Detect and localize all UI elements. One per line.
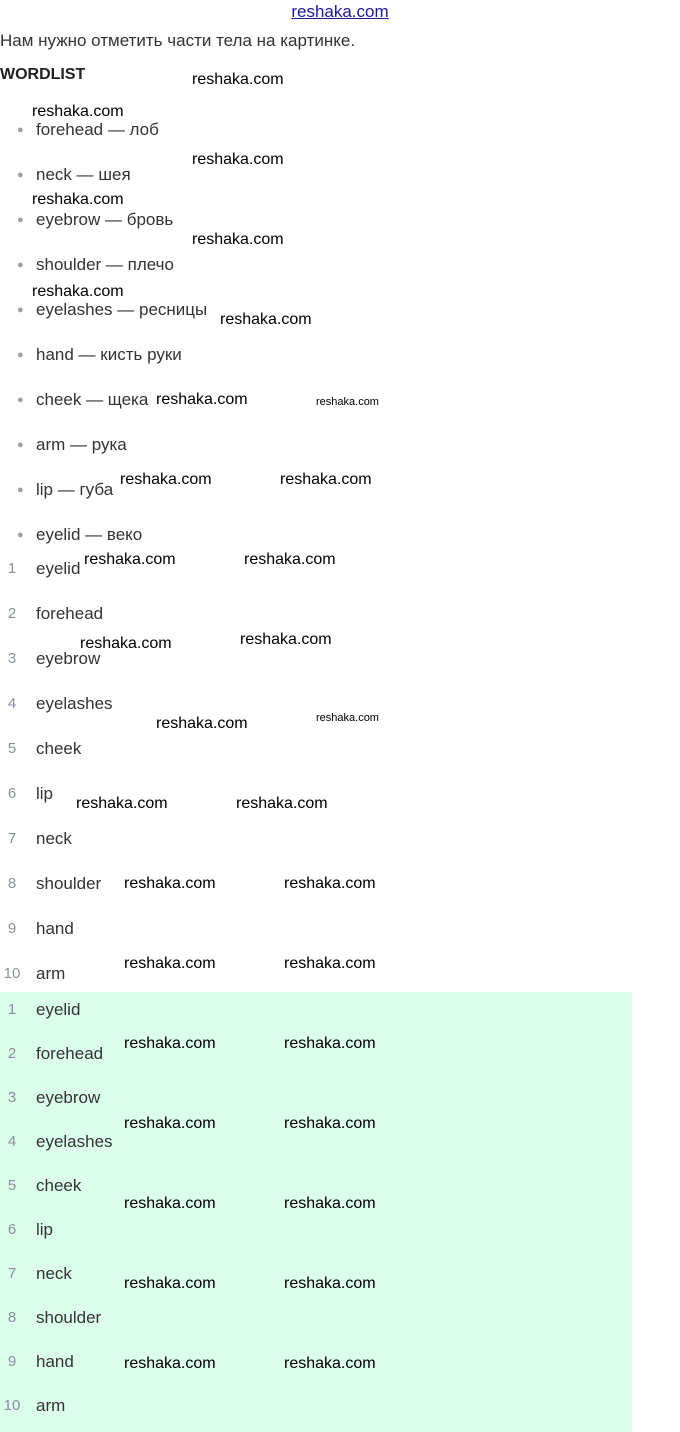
item-number: 7 [7, 1265, 17, 1282]
item-number: 7 [7, 830, 17, 847]
bullet-icon: ● [17, 394, 24, 406]
item-number: 5 [7, 740, 17, 757]
watermark: reshaka.com [124, 1115, 216, 1132]
watermark: reshaka.com [284, 875, 376, 892]
item-number: 4 [7, 1133, 17, 1150]
list-item-text: lip [36, 1220, 54, 1239]
list-item-text: hand — кисть руки [36, 345, 182, 364]
list-item-text: eyelashes [36, 694, 113, 713]
list-item [0, 1212, 632, 1256]
watermark: reshaka.com [32, 283, 124, 300]
item-number: 6 [7, 1221, 17, 1238]
watermark: reshaka.com [284, 1115, 376, 1132]
list-item-text: arm [36, 1396, 66, 1415]
list-item-text: shoulder [36, 874, 102, 893]
watermark: reshaka.com [236, 795, 328, 812]
item-number: 6 [7, 785, 17, 802]
list-item [0, 992, 632, 1036]
list-item-text: shoulder — плечо [36, 255, 174, 274]
item-number: 5 [7, 1177, 17, 1194]
watermark: reshaka.com [32, 191, 124, 208]
site-link[interactable]: reshaka.com [291, 2, 389, 21]
list-item-text: cheek [36, 1176, 82, 1195]
list-item-text: cheek — щека [36, 390, 149, 409]
watermark: reshaka.com [124, 875, 216, 892]
watermark: reshaka.com [124, 1195, 216, 1212]
item-number: 8 [7, 1309, 17, 1326]
item-number: 10 [3, 1397, 21, 1414]
watermark: reshaka.com [192, 231, 284, 248]
list-item-text: lip [36, 784, 54, 803]
watermark: reshaka.com [284, 1195, 376, 1212]
watermark: reshaka.com [156, 391, 248, 408]
list-item-text: lip — губа [36, 480, 114, 499]
bullet-icon: ● [17, 439, 24, 451]
item-number: 8 [7, 875, 17, 892]
list-item [0, 1300, 632, 1344]
item-number: 10 [3, 965, 21, 982]
list-item-text: eyelashes — ресницы [36, 300, 208, 319]
list-item-text: eyelid — веко [36, 525, 143, 544]
watermark: reshaka.com [120, 471, 212, 488]
list-item-text: eyelashes [36, 1132, 113, 1151]
watermark: reshaka.com [124, 1035, 216, 1052]
list-item-text: forehead [36, 1044, 104, 1063]
list-item-text: neck [36, 829, 72, 848]
list-item-text: eyebrow [36, 649, 101, 668]
list-item-text: hand [36, 1352, 74, 1371]
watermark: reshaka.com [316, 396, 379, 408]
watermark: reshaka.com [156, 715, 248, 732]
watermark: reshaka.com [284, 1355, 376, 1372]
watermark: reshaka.com [316, 712, 379, 724]
watermark: reshaka.com [240, 631, 332, 648]
watermark: reshaka.com [124, 1275, 216, 1292]
bullet-icon: ● [17, 529, 24, 541]
watermark: reshaka.com [124, 1355, 216, 1372]
bullet-icon: ● [17, 304, 24, 316]
bullet-icon: ● [17, 259, 24, 271]
item-number: 3 [7, 650, 17, 667]
item-number: 1 [7, 1001, 17, 1018]
list-item-text: eyebrow [36, 1088, 101, 1107]
list-item-text: hand [36, 919, 74, 938]
bullet-icon: ● [17, 484, 24, 496]
watermark: reshaka.com [220, 311, 312, 328]
watermark: reshaka.com [84, 551, 176, 568]
watermark: reshaka.com [284, 1035, 376, 1052]
bullet-icon: ● [17, 349, 24, 361]
item-number: 9 [7, 1353, 17, 1370]
bullet-icon: ● [17, 214, 24, 226]
list-item-text: neck [36, 1264, 72, 1283]
watermark: reshaka.com [280, 471, 372, 488]
watermark: reshaka.com [244, 551, 336, 568]
item-number: 2 [7, 1045, 17, 1062]
watermark: reshaka.com [284, 955, 376, 972]
list-item-text: eyebrow — бровь [36, 210, 174, 229]
list-item-text: forehead — лоб [36, 120, 159, 139]
bullet-icon: ● [17, 169, 24, 181]
list-item-text: arm [36, 964, 66, 983]
list-item [0, 1388, 632, 1432]
item-number: 3 [7, 1089, 17, 1106]
list-item-text: forehead [36, 604, 104, 623]
watermark: reshaka.com [192, 71, 284, 88]
wordlist-heading: WORDLIST [0, 66, 86, 83]
list-item-text: cheek [36, 739, 82, 758]
item-number: 4 [7, 695, 17, 712]
watermark: reshaka.com [192, 151, 284, 168]
intro-text: Нам нужно отметить части тела на картинке. [0, 31, 356, 50]
item-number: 9 [7, 920, 17, 937]
bullet-icon: ● [17, 124, 24, 136]
watermark: reshaka.com [124, 955, 216, 972]
list-item-text: eyelid [36, 1000, 81, 1019]
watermark: reshaka.com [76, 795, 168, 812]
watermark: reshaka.com [284, 1275, 376, 1292]
watermark: reshaka.com [32, 103, 124, 120]
list-item-text: neck — шея [36, 165, 131, 184]
watermark: reshaka.com [80, 635, 172, 652]
item-number: 1 [7, 560, 17, 577]
list-item-text: shoulder [36, 1308, 102, 1327]
list-item-text: arm — рука [36, 435, 127, 454]
list-item-text: eyelid [36, 559, 81, 578]
item-number: 2 [7, 605, 17, 622]
